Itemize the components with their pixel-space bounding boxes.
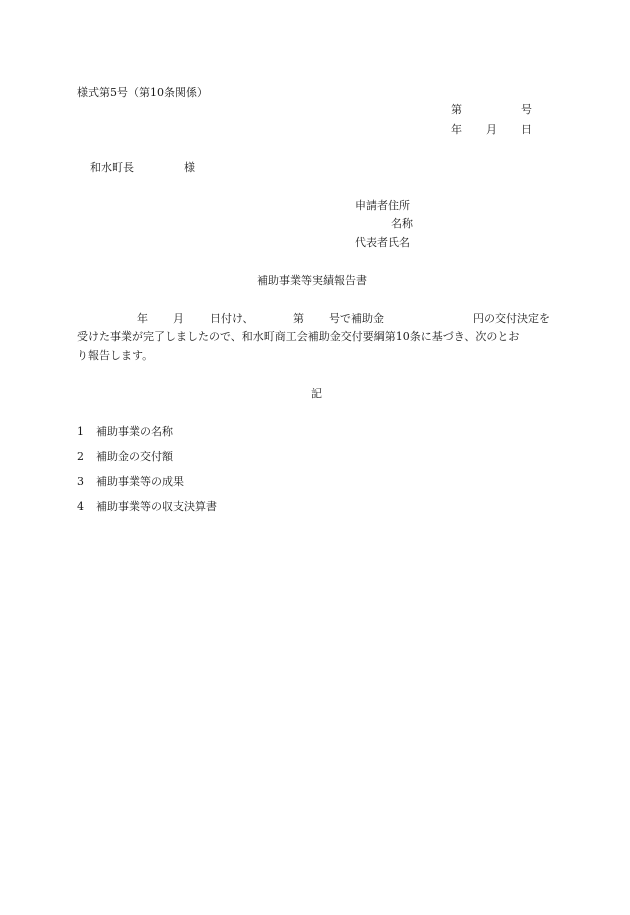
list-item-label: 補助金の交付額 [96, 450, 173, 463]
applicant-address-label: 申請者住所 [355, 199, 410, 212]
body-month-label: 月 [173, 312, 184, 325]
list-item-label: 補助事業等の成果 [96, 475, 184, 488]
addressee-name: 和水町長 [90, 161, 134, 174]
applicant-representative-label: 代表者氏名 [355, 236, 410, 249]
list-item-number: 1 [77, 425, 84, 438]
body-number-prefix: 第 [293, 312, 304, 325]
body-day-dated-label: 日付け、 [210, 312, 254, 325]
body-yen-decision: 円の交付決定を [473, 312, 550, 325]
list-item [77, 500, 217, 542]
addressee-honorific: 様 [184, 161, 195, 174]
body-number-suffix-subsidy: 号で補助金 [329, 312, 384, 325]
list-item-number: 3 [77, 475, 84, 488]
body-line-3: り報告します。 [77, 349, 154, 362]
form-number-label: 様式第5号（第10条関係） [77, 86, 208, 99]
record-heading: 記 [311, 387, 322, 400]
document-number-prefix: 第 [451, 103, 462, 116]
applicant-name-label: 名称 [391, 217, 413, 230]
body-line-2: 受けた事業が完了しましたので、和水町商工会補助金交付要綱第10条に基づき、次のとお [77, 330, 520, 343]
date-year-label: 年 [451, 123, 462, 136]
document-title: 補助事業等実績報告書 [257, 274, 367, 287]
list-item-label: 補助事業の名称 [96, 425, 173, 438]
document-number-suffix: 号 [521, 103, 532, 116]
list-item-label: 補助事業等の収支決算書 [96, 500, 217, 513]
list-item-number: 4 [77, 500, 84, 513]
date-month-label: 月 [486, 123, 497, 136]
list-item-number: 2 [77, 450, 84, 463]
date-day-label: 日 [521, 123, 532, 136]
body-year-label: 年 [137, 312, 148, 325]
